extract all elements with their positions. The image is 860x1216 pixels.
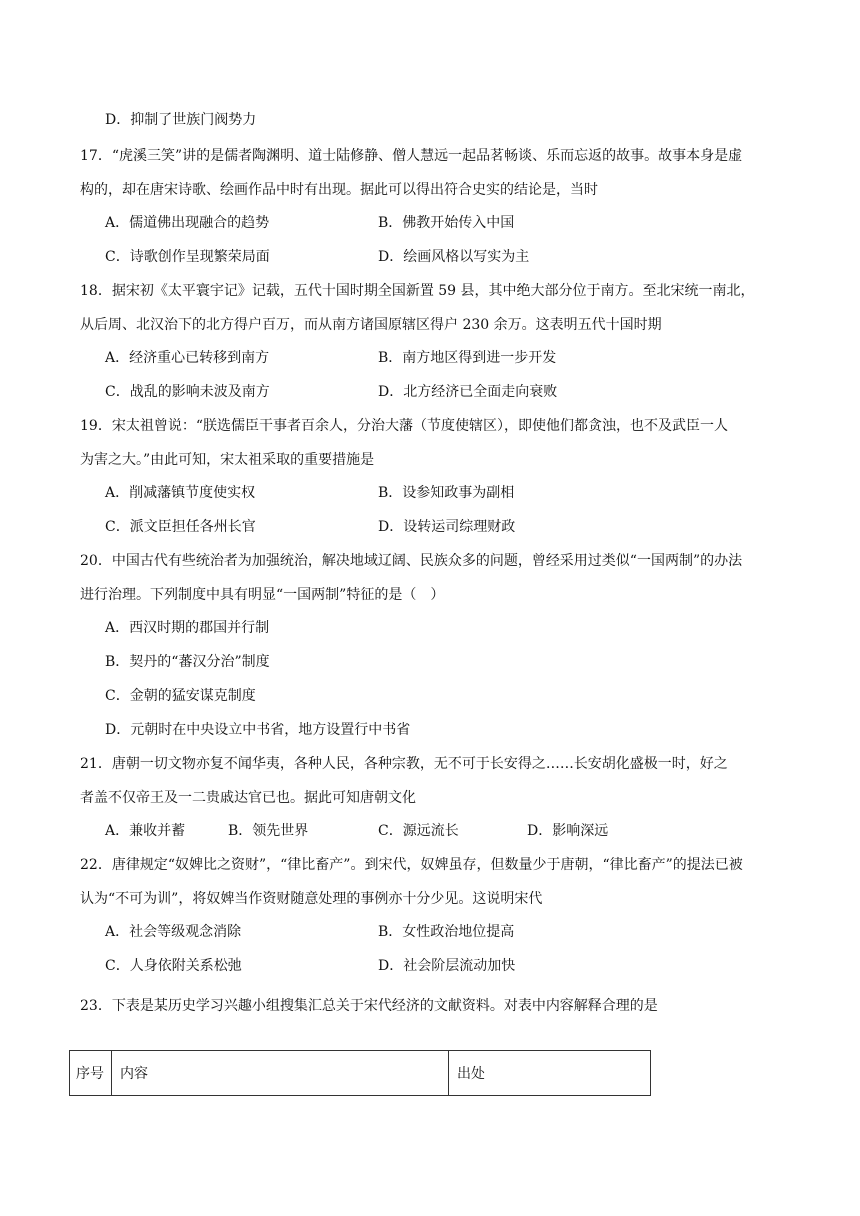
q17-option-d: D．绘画风格以写实为主 <box>378 249 530 265</box>
q18-option-a: A．经济重心已转移到南方 <box>105 350 270 366</box>
q20-option-d: D．元朝时在中央设立中书省，地方设置行中书省 <box>105 722 411 738</box>
q18-option-c: C．战乱的影响未波及南方 <box>105 384 270 400</box>
q22-stem-line2: 认为“不可为训”，将奴婢当作资财随意处理的事例亦十分少见。这说明宋代 <box>80 891 543 907</box>
q19-option-c: C．派文臣担任各州长官 <box>105 519 256 535</box>
q20-stem-line2: 进行治理。下列制度中具有明显“一国两制”特征的是（ ） <box>80 587 445 603</box>
q22-option-a: A．社会等级观念消除 <box>105 924 242 940</box>
q18-option-d: D．北方经济已全面走向衰败 <box>378 384 558 400</box>
table-header-cell: 出处 <box>449 1051 651 1096</box>
q21-option-b: B．领先世界 <box>228 823 309 839</box>
q18-stem-line2: 从后周、北汉治下的北方得户百万，而从南方诸国原辖区得户 230 余万。这表明五代十国时期 <box>80 317 662 333</box>
q16-option-d: D．抑制了世族门阀势力 <box>105 112 257 128</box>
q17-stem-line2: 构的，却在唐宋诗歌、绘画作品中时有出现。据此可以得出符合史实的结论是，当时 <box>80 182 598 198</box>
q19-option-b: B．设参知政事为副相 <box>378 485 515 501</box>
q17-option-b: B．佛教开始传入中国 <box>378 215 515 231</box>
q17-stem-line1: 17．“虎溪三笑”讲的是儒者陶渊明、道士陆修静、僧人慧远一起品茗畅谈、乐而忘返的故事。故事本身是虚 <box>80 148 743 164</box>
q17-option-c: C．诗歌创作呈现繁荣局面 <box>105 249 270 265</box>
q18-option-b: B．南方地区得到进一步开发 <box>378 350 557 366</box>
q20-option-c: C．金朝的猛安谋克制度 <box>105 688 256 704</box>
q21-option-d: D．影响深远 <box>527 823 609 839</box>
q22-stem-line1: 22．唐律规定“奴婢比之资财”，“律比畜产”。到宋代，奴婢虽存，但数量少于唐朝，“律比畜产”的提法已被 <box>80 857 743 873</box>
q20-option-a: A．西汉时期的郡国并行制 <box>105 620 270 636</box>
table-header-cell: 序号 <box>70 1051 112 1096</box>
q19-stem-line2: 为害之大。”由此可知，宋太祖采取的重要措施是 <box>80 452 375 468</box>
q19-stem-line1: 19．宋太祖曾说：“朕选儒臣干事者百余人，分治大藩（节度使辖区），即使他们都贪浊，也不及武臣一人 <box>80 418 728 434</box>
q19-option-d: D．设转运司综理财政 <box>378 519 516 535</box>
q21-option-c: C．源远流长 <box>378 823 459 839</box>
q17-option-a: A．儒道佛出现融合的趋势 <box>105 215 270 231</box>
table-header-row <box>70 1051 651 1096</box>
q20-option-b: B．契丹的“蕃汉分治”制度 <box>105 654 270 670</box>
table-header-cell: 内容 <box>112 1051 449 1096</box>
q21-stem-line1: 21．唐朝一切文物亦复不闻华夷，各种人民，各种宗教，无不可于长安得之……长安胡化盛极一时，好之 <box>80 756 728 772</box>
q18-stem-line1: 18．据宋初《太平寰宇记》记载，五代十国时期全国新置 59 县，其中绝大部分位于南方。至北宋统一南北， <box>80 283 755 299</box>
q23-stem: 23．下表是某历史学习兴趣小组搜集汇总关于宋代经济的文献资料。对表中内容解释合理的是 <box>80 998 658 1014</box>
q20-stem-line1: 20．中国古代有些统治者为加强统治，解决地域辽阔、民族众多的问题，曾经采用过类似“一国两制”的办法 <box>80 553 743 569</box>
q21-option-a: A．兼收并蓄 <box>105 823 186 839</box>
q22-option-d: D．社会阶层流动加快 <box>378 958 516 974</box>
source-table <box>69 1050 651 1096</box>
q19-option-a: A．削减藩镇节度使实权 <box>105 485 256 501</box>
q22-option-c: C．人身依附关系松弛 <box>105 958 242 974</box>
q21-stem-line2: 者盖不仅帝王及一二贵戚达官已也。据此可知唐朝文化 <box>80 790 416 806</box>
q22-option-b: B．女性政治地位提高 <box>378 924 515 940</box>
